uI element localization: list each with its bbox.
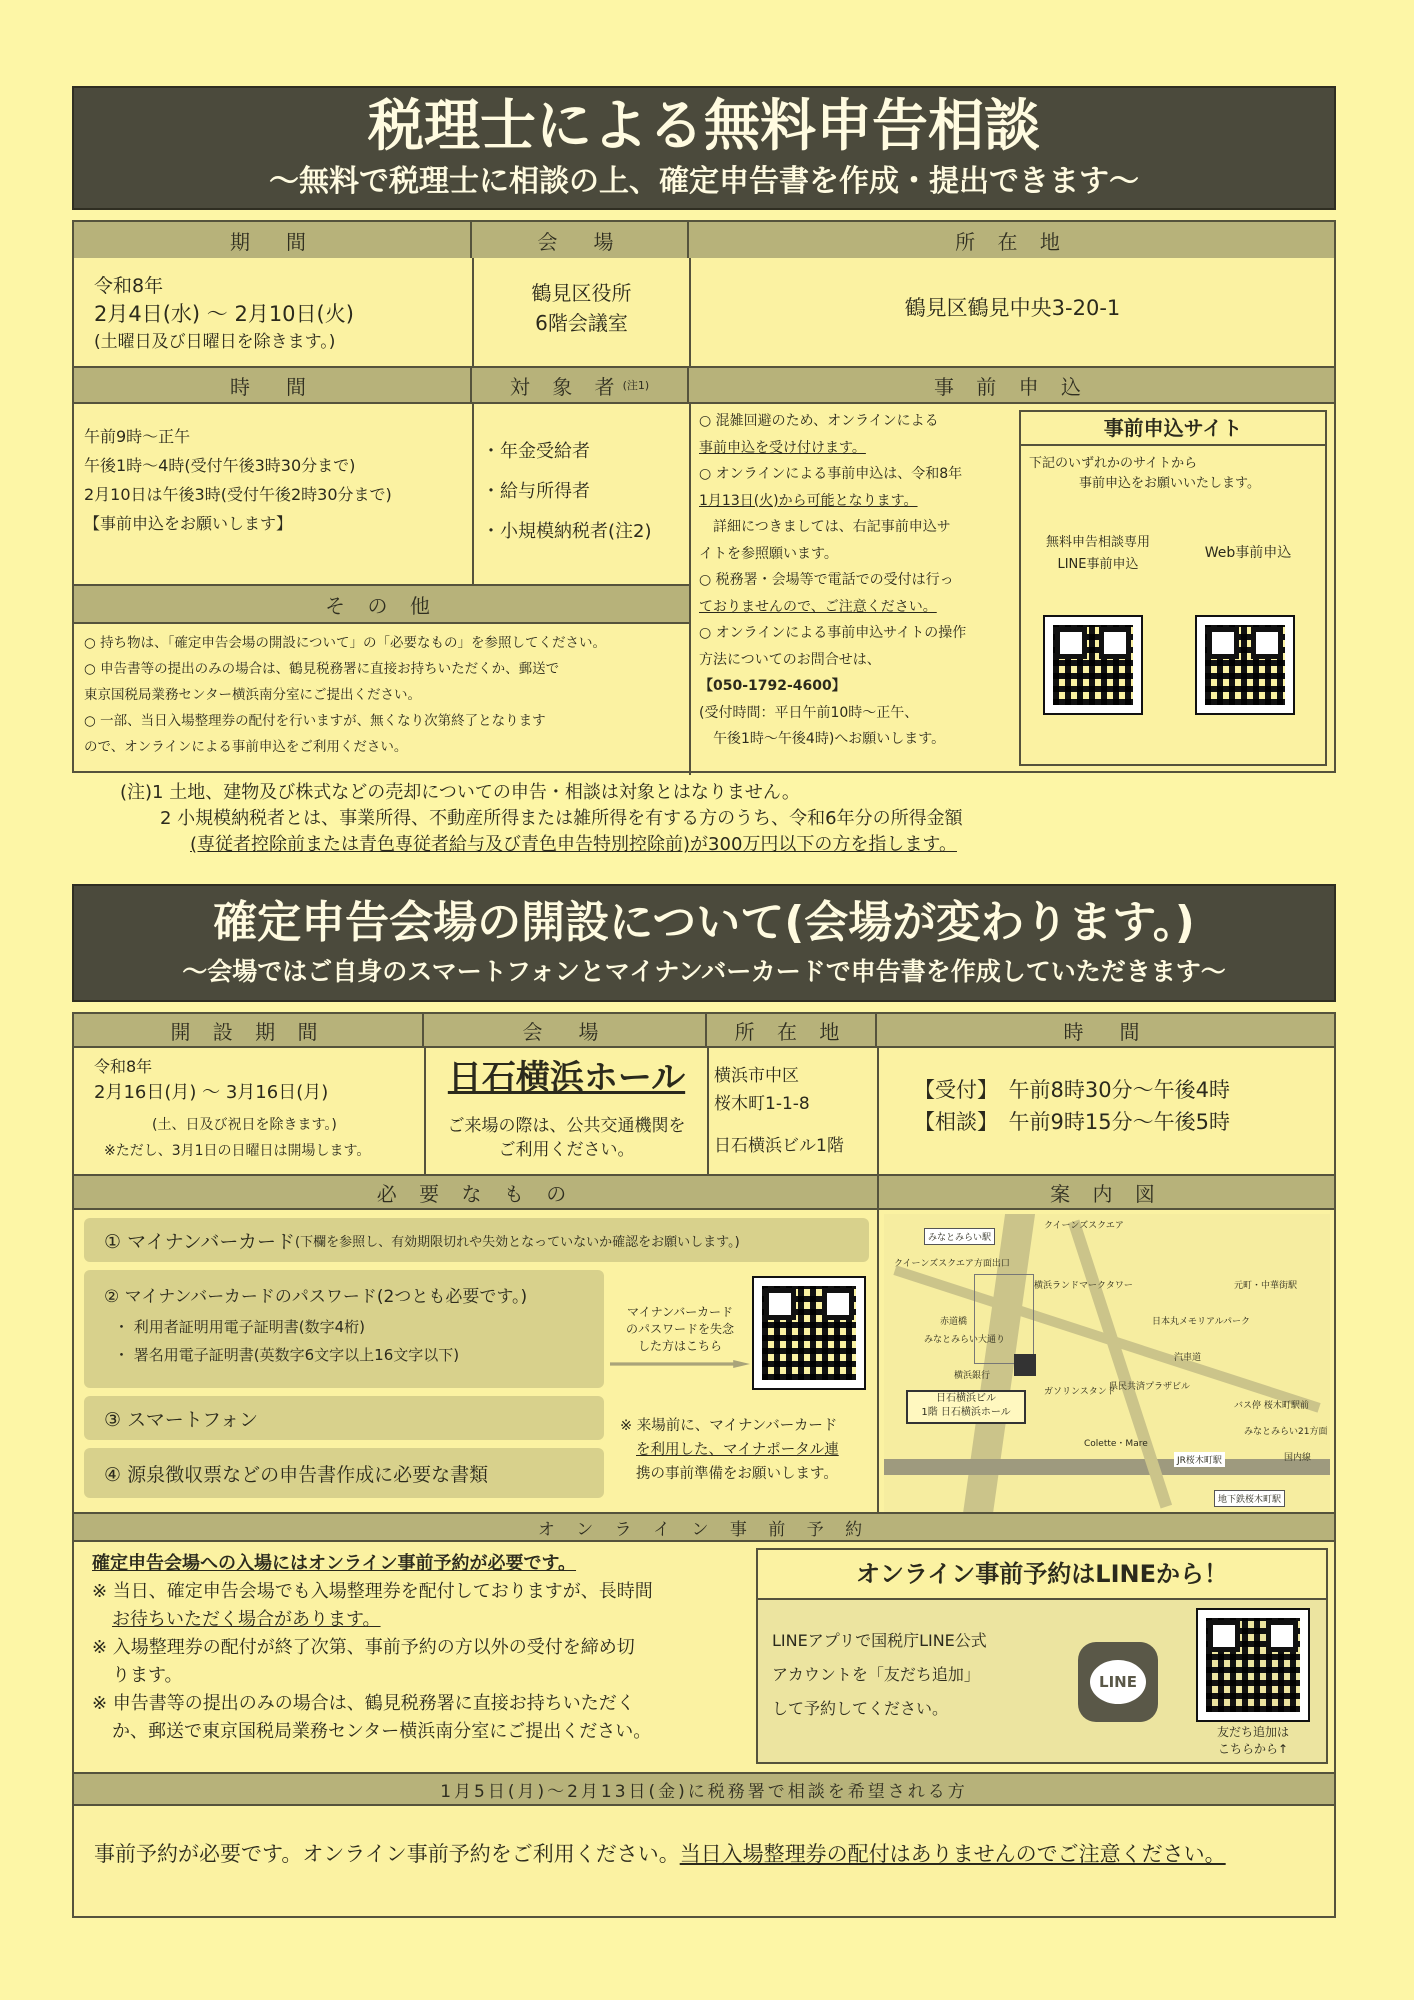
map-minatomirai-station: みなとみらい駅 (924, 1228, 995, 1245)
s2-subtitle: ～会場ではご自身のスマートフォンとマイナンバーカードで申告書を作成していただきます～ (182, 957, 1226, 986)
need-password (84, 1270, 604, 1388)
s1-other (84, 630, 684, 760)
password-qr-code[interactable] (754, 1278, 864, 1388)
map-kishamichi: 汽車道 (1174, 1353, 1202, 1363)
line-title: オンライン事前予約はLINEから！ (758, 1550, 1326, 1600)
s2-h-online: オ ン ラ イ ン 事 前 予 約 (74, 1512, 1334, 1542)
s2-h-period: 開 設 期 間 (74, 1014, 424, 1046)
s1-time-reserve: 【事前申込をお願いします】 (84, 514, 293, 533)
s1-note-1: (注)1 土地、建物及び株式などの売却についての申告・相談は対象とはなりません。 (120, 782, 800, 803)
s1-reserve-1: 事前申込を受け付けます。 (699, 439, 866, 456)
s2-period-year: 令和8年 (94, 1057, 153, 1076)
s2-period-note2: ※ただし、3月1日の日曜日は開場します。 (104, 1143, 371, 1159)
need4-label: ④ 源泉徴収票などの申告書作成に必要な書類 (104, 1463, 489, 1486)
s2-address-1: 横浜市中区 (714, 1066, 799, 1086)
consult-warning: 当日入場整理券の配付はありませんのでご注意ください。 (679, 1842, 1226, 1866)
map-akamichi-bridge: 赤道橋 (940, 1317, 968, 1327)
s2-time-consult: 【相談】 午前9時15分～午後5時 (914, 1110, 1230, 1134)
online-text (92, 1550, 812, 1746)
s2-period-dates: 2月16日(月) ～ 3月16日(月) (94, 1082, 329, 1103)
venue-building-label (906, 1390, 1026, 1424)
s1-subtitle: ～無料で税理士に相談の上、確定申告書を作成・提出できます～ (269, 164, 1139, 199)
s1-reserve-5: イトを参照願います。 (699, 545, 838, 562)
s1-note-2: 2 小規模納税者とは、事業所得、不動産所得または雑所得を有する方のうち、令和6年分の所得金額 (160, 808, 963, 829)
venue-marker (1014, 1354, 1036, 1376)
s1-time-pm: 午後1時～4時(受付午後3時30分まで) (84, 456, 356, 475)
s1-reserve-8: ○ オンラインによる事前申込サイトの操作 (699, 625, 967, 641)
s2-time (914, 1074, 1334, 1138)
online-note-3-cont: か、郵送で東京国税局業務センター横浜南分室にご提出ください。 (112, 1721, 652, 1742)
s1-reserve-12: 午後1時～午後4時)へお願いします。 (699, 731, 946, 747)
s1-h-venue: 会 場 (472, 222, 689, 258)
map-building: 日石横浜ビル (936, 1393, 996, 1404)
s1-address: 鶴見区鶴見中央3-20-1 (904, 296, 1121, 320)
need1-label: ① マイナンバーカード (104, 1230, 296, 1253)
need2-item-2: ・ 署名用電子証明書(英数字6文字以上16文字以下) (114, 1346, 460, 1364)
s1-site-desc (1021, 446, 1325, 494)
line-desc (772, 1624, 1042, 1726)
s1-period (94, 272, 464, 356)
map-landmark-tower: 横浜ランドマークタワー (1034, 1281, 1133, 1291)
s1-time-last: 2月10日は午後3時(受付午後2時30分まで) (84, 485, 392, 504)
s1-title: 税理士による無料申告相談 (368, 94, 1040, 159)
s1-reserve-11: (受付時間：平日午前10時～正午、 (699, 704, 919, 721)
s1-h-address: 所 在 地 (689, 222, 1334, 258)
s1-other-3: ○ 一部、当日入場整理券の配付を行いますが、無くなり次第終了となります (84, 713, 546, 729)
s1-other-2: 東京国税局業務センター横浜南分室にご提出ください。 (84, 687, 421, 703)
web-reserve-qr-code[interactable] (1197, 617, 1293, 713)
s1-note-2-cont: (専従者控除前または青色専従者給与及び青色申告特別控除前)が300万円以下の方を指します。 (190, 834, 957, 855)
s2-h-consult: 1月5日(月)～2月13日(金)に税務署で相談を希望される方 (74, 1774, 1334, 1806)
s1-reserve-6: ○ 税務署・会場等で電話での受付は行っ (699, 572, 954, 588)
map-colette-mare: Colette・Mare (1084, 1439, 1148, 1449)
s1-h-period: 期 間 (74, 222, 472, 258)
need2-label: ② マイナンバーカードのパスワード(2つとも必要です。) (104, 1287, 528, 1307)
s1-reserve-9: 方法についてのお問合せは、 (699, 651, 881, 668)
access-map (884, 1214, 1330, 1514)
line-friend-qr-code[interactable] (1198, 1610, 1308, 1720)
map-nippon-maru-park: 日本丸メモリアルパーク (1152, 1317, 1251, 1327)
pw-note-2: のパスワードを失念 (625, 1322, 734, 1336)
s1-h-time: 時 間 (74, 368, 472, 402)
s2-h-address: 所 在 地 (707, 1014, 877, 1046)
s2-h-needs: 必 要 な も の (74, 1176, 877, 1208)
s2-period-note: (土、日及び祝日を除きます。) (152, 1117, 337, 1133)
pw-note (610, 1304, 750, 1355)
need2-item-1: ・ 利用者証明用電子証明書(数字4桁) (114, 1318, 366, 1336)
s1-target-3: ・小規模納税者(注2) (482, 521, 652, 542)
s2-address-3: 日石横浜ビル1階 (714, 1136, 844, 1156)
s2-table (72, 1012, 1336, 1522)
s1-reserve-0: ○ 混雑回避のため、オンラインによる (699, 413, 939, 429)
map-mm21-direction: みなとみらい21方面 (1244, 1427, 1328, 1437)
s1-table (72, 220, 1336, 773)
line-desc-2: アカウントを「友だち追加」 (772, 1665, 980, 1684)
online-required: 確定申告会場への入場にはオンライン事前予約が必要です。 (92, 1553, 577, 1574)
consult-text (94, 1838, 1324, 1868)
s1-notes (120, 780, 1320, 858)
s1-reserve-phone: 【050-1792-4600】 (699, 678, 846, 694)
consult-main: 事前予約が必要です。オンライン事前予約をご利用ください。 (94, 1842, 680, 1866)
online-note-1-cont: お待ちいただく場合があります。 (112, 1609, 381, 1630)
map-queens-exit: クイーンズスクエア方面出口 (894, 1259, 1010, 1269)
s1-banner (72, 86, 1336, 210)
map-gas-station: ガソリンスタンド (1044, 1387, 1116, 1397)
prep-note-1: ※ 来場前に、マイナンバーカード (620, 1418, 838, 1434)
s1-other-0: ○ 持ち物は、「確定申告会場の開設について」の「必要なもの」を参照してください。 (84, 635, 607, 651)
s1-period-note: (土曜日及び日曜日を除きます。) (94, 332, 336, 352)
s2-venue-note (426, 1114, 707, 1162)
pw-arrow-icon (610, 1360, 750, 1368)
line-desc-1: LINEアプリで国税庁LINE公式 (772, 1631, 987, 1650)
s1-other-1: ○ 申告書等の提出のみの場合は、鶴見税務署に直接お持ちいただくか、郵送で (84, 661, 560, 677)
s1-target-2: ・給与所得者 (482, 481, 590, 502)
line-reserve-qr-code[interactable] (1045, 617, 1141, 713)
map-hall: 1階 日石横浜ホール (921, 1407, 1011, 1418)
s1-h-reserve: 事 前 申 込 (689, 368, 1334, 402)
s2-venue: 日石横浜ホール (447, 1058, 686, 1098)
need-documents (84, 1448, 604, 1498)
s2-venue-note-1: ご来場の際は、公共交通機関を (447, 1116, 686, 1136)
line-desc-3: して予約してください。 (772, 1699, 949, 1718)
s1-target-1: ・年金受給者 (482, 441, 590, 462)
line-qr-note-2: こちらから↑ (1217, 1742, 1289, 1756)
need1-note: (下欄を参照し、有効期限切れや失効となっていないか確認をお願いします。) (295, 1234, 740, 1250)
s1-time (84, 422, 469, 538)
map-minatomirai-avenue: みなとみらい大通り (924, 1335, 1006, 1345)
s1-h-target-note: (注1) (622, 379, 650, 392)
s1-h-target-label: 対 象 者 (509, 374, 623, 399)
s2-consult (72, 1772, 1336, 1918)
s2-time-reception: 【受付】 午前8時30分～午後4時 (914, 1078, 1230, 1102)
s1-period-dates: 2月4日(水) ～ 2月10日(火) (94, 302, 354, 326)
line-app-icon[interactable] (1078, 1642, 1158, 1722)
line-qr-note-1: 友だち追加は (1216, 1725, 1289, 1739)
pw-note-3: した方はこちら (637, 1339, 722, 1353)
s1-time-am: 午前9時～正午 (84, 427, 191, 446)
prep-note-3: 携の事前準備をお願いします。 (636, 1466, 838, 1482)
s2-h-map: 案 内 図 (879, 1176, 1334, 1208)
s1-h-other: そ の 他 (74, 586, 689, 622)
prep-note (620, 1414, 870, 1486)
s1-venue (474, 278, 689, 338)
s2-banner (72, 884, 1336, 1002)
s1-site-box (1019, 410, 1327, 766)
s2-h-time: 時 間 (877, 1014, 1334, 1046)
s2-online (72, 1512, 1336, 1774)
s1-venue-line1: 鶴見区役所 (531, 281, 632, 305)
s1-line-label (1025, 532, 1171, 576)
map-domestic-line: 国内線 (1284, 1453, 1312, 1463)
line-box (756, 1548, 1328, 1764)
s2-period (94, 1054, 419, 1164)
prep-note-2: を利用した、マイナポータル連 (636, 1442, 839, 1458)
s1-line-label-2: LINE事前申込 (1057, 557, 1139, 572)
need-smartphone: ③ スマートフォン (84, 1396, 604, 1440)
map-subway-sakuragicho: 地下鉄桜木町駅 (1214, 1490, 1285, 1507)
map-motomachi-station: 元町・中華街駅 (1234, 1281, 1298, 1291)
online-note-1: ※ 当日、確定申告会場でも入場整理券を配付しておりますが、長時間 (92, 1581, 653, 1602)
online-note-3: ※ 申告書等の提出のみの場合は、鶴見税務署に直接お持ちいただく (92, 1693, 635, 1714)
s1-venue-line2: 6階会議室 (535, 311, 628, 335)
map-kenmin-plaza: 県民共済プラザビル (1109, 1382, 1191, 1392)
pw-note-1: マイナンバーカード (626, 1305, 734, 1319)
map-jr-sakuragicho: JR桜木町駅 (1174, 1452, 1225, 1467)
s1-web-label: Web事前申込 (1204, 545, 1292, 561)
online-note-2: ※ 入場整理券の配付が終了次第、事前予約の方以外の受付を締め切 (92, 1637, 635, 1658)
s1-h-target (472, 368, 689, 402)
s1-reserve-4: 詳細につきましては、右記事前申込サ (699, 519, 951, 535)
s2-h-venue: 会 場 (424, 1014, 707, 1046)
s2-title: 確定申告会場の開設について(会場が変わります。) (213, 897, 1195, 948)
s1-line-label-1: 無料申告相談専用 (1045, 535, 1150, 550)
s1-reserve-7: ておりませんので、ご注意ください。 (699, 598, 937, 615)
need-mynumber-card (84, 1218, 869, 1262)
s2-venue-note-2: ご利用ください。 (498, 1140, 635, 1160)
line-qr-note (1188, 1724, 1318, 1758)
s2-address-2: 桜木町1-1-8 (714, 1094, 810, 1114)
s1-reserve-2: ○ オンラインによる事前申込は、令和8年 (699, 466, 963, 482)
s1-site-desc-2: 事前申込をお願いいたします。 (1079, 476, 1260, 491)
s2-address (714, 1062, 874, 1160)
need2-items (104, 1313, 459, 1369)
s1-site-title: 事前申込サイト (1021, 412, 1325, 446)
online-note-2-cont: ります。 (112, 1665, 183, 1686)
s1-target (482, 432, 687, 552)
s1-site-desc-1: 下記のいずれかのサイトから (1029, 456, 1198, 471)
s1-reserve-3: 1月13日(火)から可能となります。 (699, 492, 918, 509)
line-icon-text: LINE (1090, 1660, 1146, 1704)
s1-other-4: ので、オンラインによる事前申込をご利用ください。 (84, 739, 408, 755)
s1-period-year: 令和8年 (94, 275, 164, 297)
map-queens-square: クイーンズスクエア (1044, 1221, 1124, 1231)
map-yokohama-bank: 横浜銀行 (954, 1371, 991, 1381)
map-bus-stop: バス停 桜木町駅前 (1234, 1401, 1309, 1411)
